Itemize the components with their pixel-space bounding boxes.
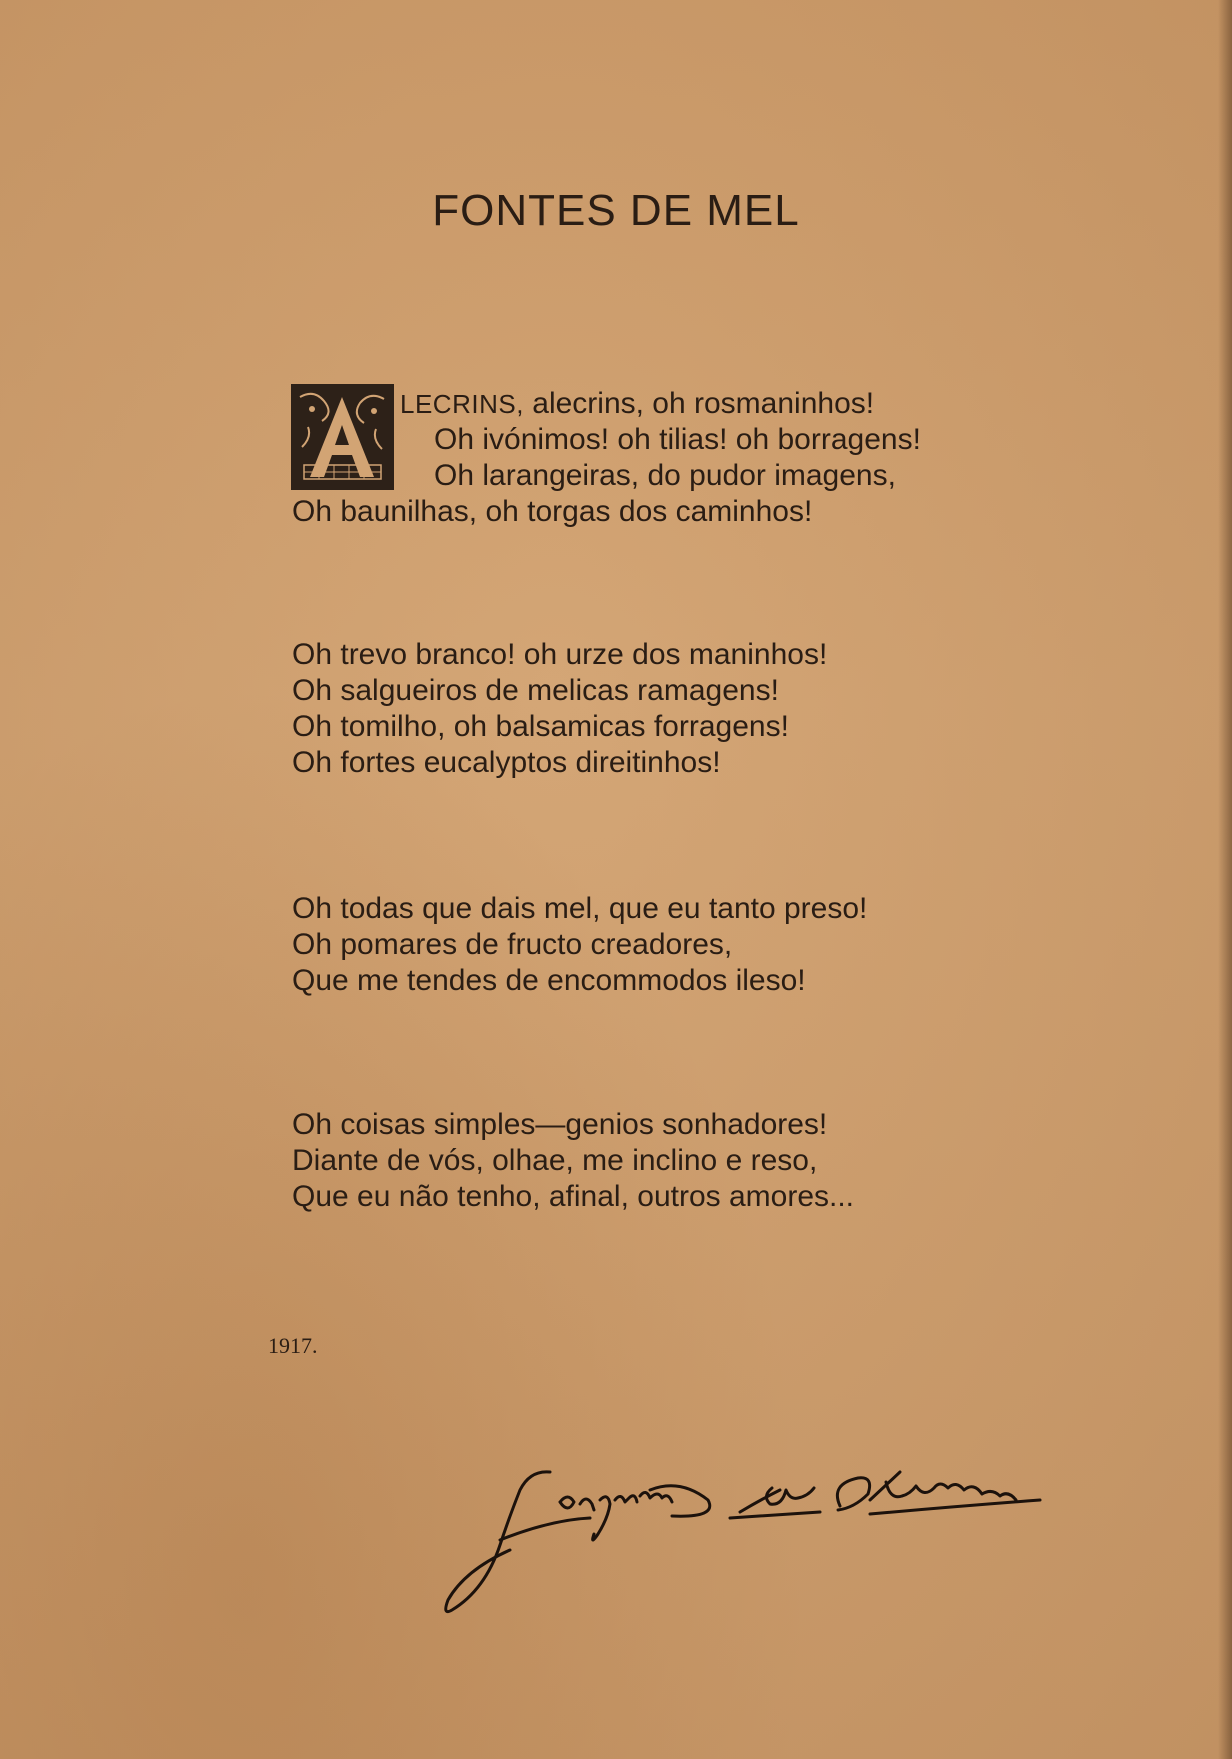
- poem-line: [292, 386, 1052, 422]
- poem-line: Oh tomilho, oh balsamicas forragens!: [292, 710, 789, 743]
- poem-line: Que eu não tenho, afinal, outros amores...: [292, 1180, 855, 1213]
- author-signature: [440, 1460, 1080, 1625]
- poem-line: Oh fortes eucalyptos direitinhos!: [292, 746, 721, 779]
- signature-icon: [440, 1460, 1080, 1620]
- poem-line: Que me tendes de encommodos ileso!: [292, 964, 806, 997]
- poem-year: 1917.: [268, 1333, 318, 1358]
- poem-line: Oh todas que dais mel, que eu tanto preso!: [292, 892, 868, 925]
- poem-line: Oh trevo branco! oh urze dos maninhos!: [292, 638, 828, 671]
- line-text: alecrins, oh rosmaninhos!: [523, 387, 875, 420]
- poem-line: Oh ivónimos! oh tilias! oh borragens!: [434, 423, 921, 456]
- poem-line: Oh pomares de fructo creadores,: [292, 928, 733, 961]
- stanza-1: [292, 386, 1052, 530]
- stanza-2: [292, 637, 1052, 781]
- poem-title: FONTES DE MEL: [432, 186, 800, 235]
- poem-line: Oh larangeiras, do pudor imagens,: [434, 459, 896, 492]
- poem-line: Oh coisas simples—genios sonhadores!: [292, 1108, 828, 1141]
- stanza-3: [292, 891, 1052, 999]
- poem-line: Oh baunilhas, oh torgas dos caminhos!: [292, 495, 813, 528]
- smallcaps-word: LECRINS,: [400, 389, 524, 419]
- stanza-4: [292, 1107, 1052, 1215]
- page-edge-shadow: [1218, 0, 1232, 1759]
- poem-line: Diante de vós, olhae, me inclino e reso,: [292, 1144, 818, 1177]
- poem-line: Oh salgueiros de melicas ramagens!: [292, 674, 779, 707]
